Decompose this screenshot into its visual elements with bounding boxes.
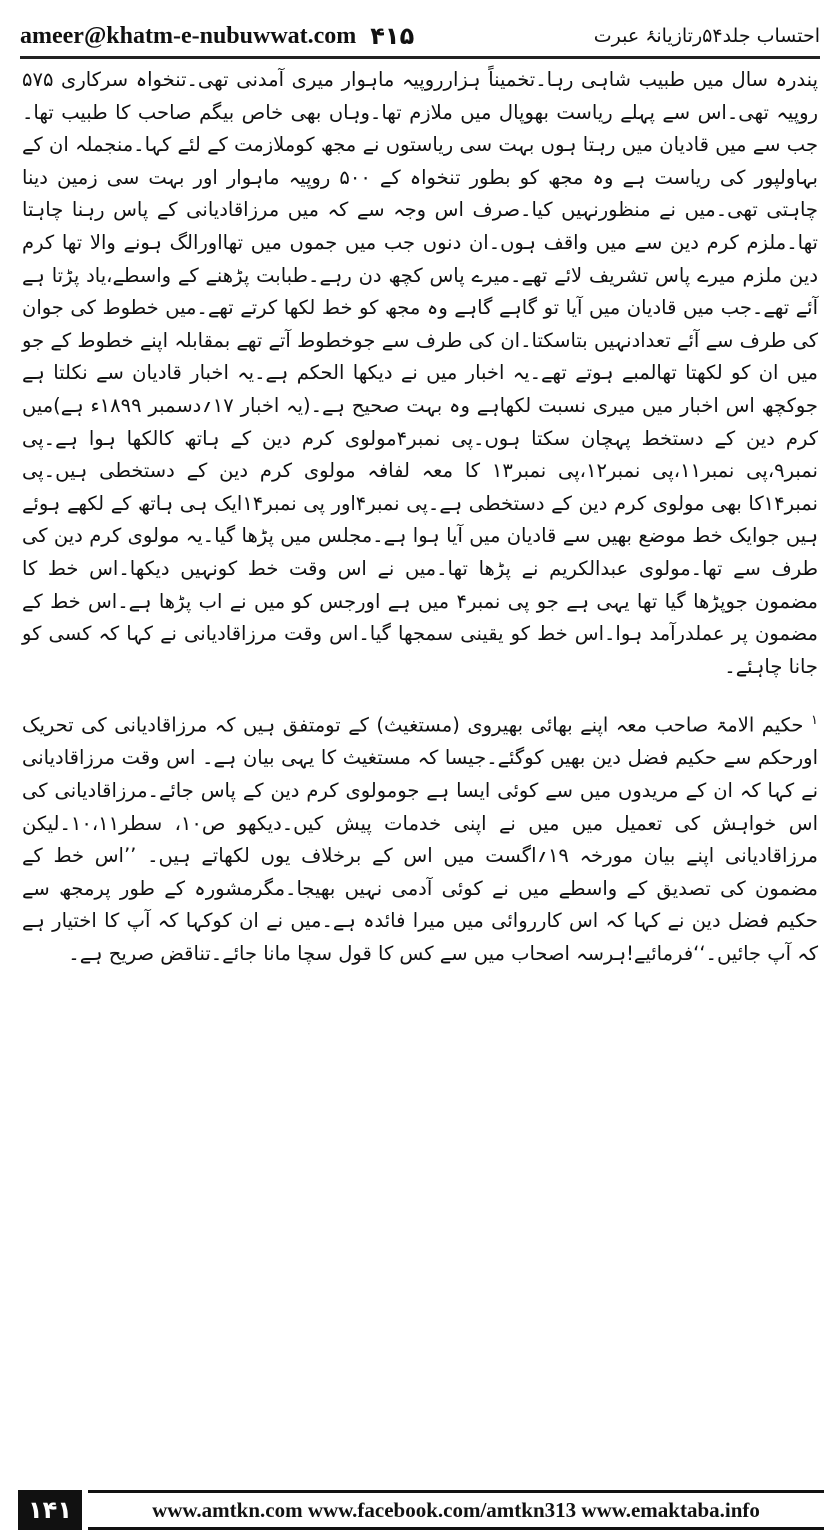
header-page-number: ۴۱۵ [370,22,415,50]
footnote-mark: ۱ [811,713,818,729]
header-left [20,22,414,50]
footer-page-number: ۱۴۱ [18,1490,82,1530]
page-header [20,16,820,59]
footnote [22,705,818,970]
page-footer [18,1488,824,1532]
page-body [22,64,818,971]
footer-links: www.amtkn.com www.facebook.com/amtkn313 www.emaktaba.info [88,1490,824,1530]
main-paragraph: پندرہ سال میں طبیب شاہی رہا۔تخمیناً ہزارروپیہ ماہوار میری آمدنی تھی۔تنخواہ سرکاری ۵۷۵ روپیہ تھی۔اس سے پہلے ریاست بھوپال میں ملازم تھا۔وہاں بھی خاص بیگم صاحب کا طبیب تھا۔ جب سے میں قادیان میں رہتا ہوں بہت سی ریاستوں نے مجھ کوملازمت کے لئے کہا۔منجملہ ان کے بہاولپور کی ریاست ہے وہ مجھ کو بطور تنخواہ کے ۵۰۰ روپیہ ماہوار اور بہت سی زمین دینا چاہتی تھی۔میں نے منظورنہیں کیا۔صرف اس وجہ سے کہ میں مرزاقادیانی کے پاس رہنا چاہتا تھا۔ملزم کرم دین سے میں واقف ہوں۔ان دنوں جب میں جموں میں تھااورالگ ہونے والا تھا کرم دین ملزم میرے پاس تشریف لائے تھے۔میرے پاس کچھ دن رہے۔طبابت پڑھنے کے واسطے،یاد پڑتا ہے آئے تھے۔جب میں قادیان میں آیا تو گاہے گاہے وہ مجھ کو خط لکھا کرتے تھے۔میں خطوط کی جوان کی طرف سے آئے تعدادنہیں بتاسکتا۔ان کی طرف سے جوخطوط آتے تھے بمقابلہ اپنے خطوط کے جو میں ان کو لکھتا تھالمبے ہوتے تھے۔یہ اخبار میں نے دیکھا الحکم ہے۔یہ اخبار قادیان سے نکلتا ہے جوکچھ اس اخبار میں میری نسبت لکھاہے وہ بہت صحیح ہے۔(یہ اخبار ۱۷؍دسمبر ۱۸۹۹ء ہے)میں کرم دین کے دستخط پہچان سکتا ہوں۔پی نمبر۴مولوی کرم دین کے ہاتھ کالکھا ہوا ہے۔پی نمبر۹،پی نمبر۱۱،پی نمبر۱۲،پی نمبر۱۳ کا معہ لفافہ مولوی کرم دین کے دستخطی ہیں۔پی نمبر۱۴کا بھی مولوی کرم دین کے دستخطی ہے۔پی نمبر۴اور پی نمبر۱۴ایک ہی ہاتھ کے لکھے ہوئے ہیں جوایک خط موضع بھیں سے قادیان میں آیا ہوا ہے۔مجلس میں پڑھا گیا۔یہ مولوی کرم دین کی طرف سے تھا۔مولوی عبدالکریم نے پڑھا تھا۔میں نے اس وقت خط کونہیں دیکھا۔اس خط کا مضمون جوپڑھا گیا تھا یہی ہے جو پی نمبر۴ میں ہے اورجس کو میں نے اب پڑھا ہے۔اس خط کے مضمون پر عملدرآمد ہوا۔اس خط کو یقینی سمجھا گیا۔اس وقت مرزاقادیانی نے کہا کہ کسی کو جانا چاہئے۔ [22,68,818,678]
header-book-title: احتساب جلد۵۴رتازیانۂ عبرت [593,25,820,47]
footnote-text: حکیم الامۃ صاحب معہ اپنے بھائی بھیروی (مستغیث) کے تومتفق ہیں کہ مرزاقادیانی کی تحریک اورحکم سے حکیم فضل دین بھیں کوگئے۔جیسا کہ مستغیث کا یہی بیان ہے۔ اس وقت مرزاقادیانی نے کہا کہ ان کے مریدوں میں سے کوئی ایسا ہے جومولوی کرم دین کے پاس جائے۔مرزاقادیانی کی اس خواہش کی تعمیل میں میں نے اپنی خدمات پیش کیں۔دیکھو ص۱۰، سطر۱۰،۱۱۔لیکن مرزاقادیانی اپنے بیان مورخہ ۱۹؍اگست میں اس کے برخلاف یوں لکھاتے ہیں۔ ’’اس خط کے مضمون کی تصدیق کے واسطے میں نے کوئی آدمی نہیں بھیجا۔مگرمشورہ کے طور پرمجھ سے حکیم فضل دین نے کہا کہ اس کارروائی میں میرا فائدہ ہے۔میں نے ان کوکہا کہ آپ کا اختیار ہے کہ آپ جائیں۔‘‘فرمائیے!ہرسہ اصحاب میں سے کس کا قول سچا مانا جائے۔تناقض صریح ہے۔ [22,713,818,965]
header-email: ameer@khatm-e-nubuwwat.com [20,22,357,49]
